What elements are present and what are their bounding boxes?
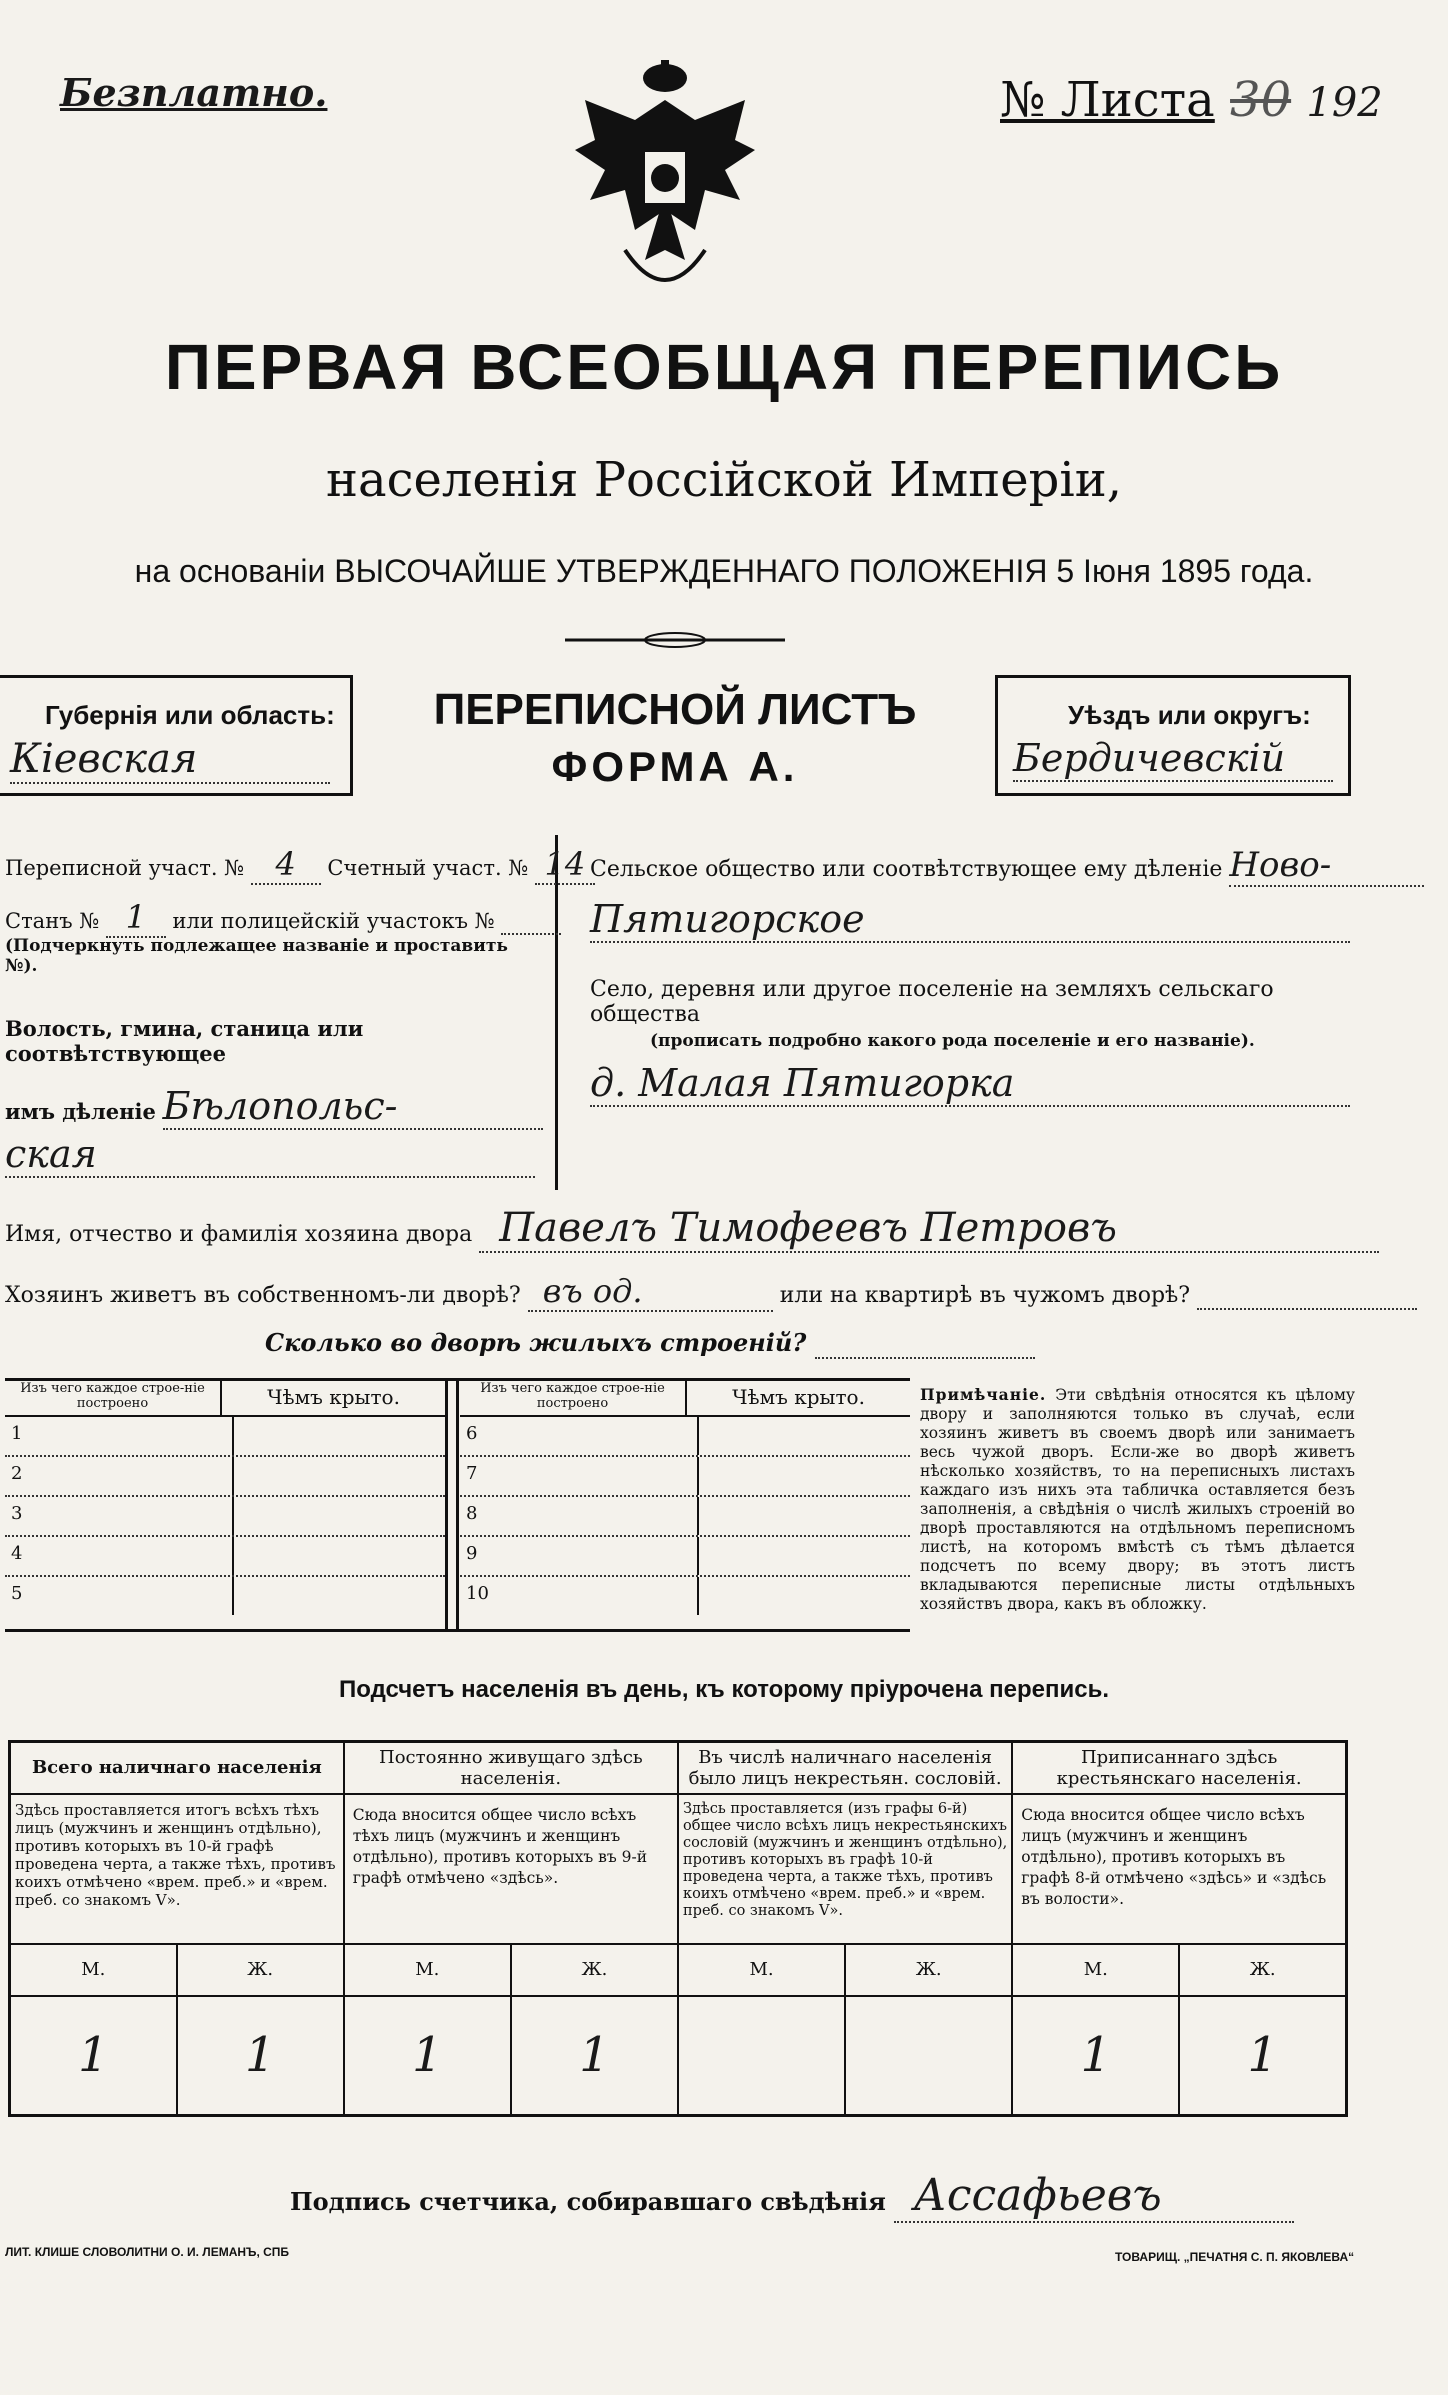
population-value: 1 — [1012, 1996, 1179, 2116]
stan-note: (Подчеркнуть подлежащее названіе и проставить №). — [5, 936, 508, 976]
buildings-row-number: 1 — [5, 1417, 234, 1455]
buildings-row — [5, 1537, 445, 1577]
population-col-title: Постоянно живущаго здѣсь населенія. — [344, 1742, 678, 1794]
population-table — [8, 1740, 1348, 2117]
sex-label: М. — [344, 1944, 511, 1996]
buildings-row — [460, 1457, 910, 1497]
buildings-row — [460, 1577, 910, 1615]
form-header — [0, 675, 1448, 795]
uchastok-value: 4 — [251, 845, 321, 885]
note-text: Эти свѣдѣнія относятся къ цѣлому двору и заполняются только въ случаѣ, если хозяинъ живетъ въ своемъ дворѣ или занимаетъ весь чужой дворъ. Если-же во дворѣ живетъ нѣсколько хозяйствъ, то на переписныхъ листахъ каждаго изъ нихъ эта табличка оставляется безъ заполненія, а свѣдѣнія о числѣ жилыхъ строеній во дворѣ проставляются на отдѣльномъ переписномъ листѣ, на которомъ вмѣстѣ съ тѣмъ дѣлается подсчетъ по всему двору; въ этотъ листъ вкладываются переписные листы отдѣльныхъ хозяйствъ двора, какъ въ обложку. — [920, 1386, 1355, 1613]
left-fields — [5, 845, 586, 1178]
buildings-row-number: 5 — [5, 1577, 234, 1615]
buildings-question-row — [265, 1328, 1035, 1359]
buildings-col2-right: Чѣмъ крыто. — [732, 1385, 865, 1409]
buildings-row-number: 3 — [5, 1497, 234, 1535]
volost-row — [5, 1084, 545, 1130]
population-title-row — [10, 1742, 1347, 1794]
buildings-row — [5, 1457, 445, 1497]
schetny-value: 14 — [535, 845, 595, 885]
buildings-row — [460, 1417, 910, 1457]
vertical-divider — [555, 835, 558, 1190]
population-col-title: Приписаннаго здѣсь крестьянскаго населенія. — [1012, 1742, 1346, 1794]
buildings-col1-right: Изъ чего каждое строе-ніе построено — [460, 1381, 687, 1415]
uezd-label: Уѣздъ или округъ: — [1068, 700, 1311, 730]
sheet-number-label: № Листа — [1000, 72, 1215, 128]
obshchestvo-row — [590, 845, 1370, 887]
ornament-divider — [565, 630, 785, 650]
selo-value: д. Малая Пятигорка — [590, 1061, 1350, 1107]
volost-label-1: Волость, гмина, станица или соотвѣтствующее — [5, 1016, 364, 1066]
buildings-rows-right — [460, 1417, 910, 1615]
gubernia-value: Кіевская — [10, 736, 330, 784]
owner-lives-value: въ од. — [528, 1272, 773, 1312]
buildings-question: Сколько во дворѣ жилыхъ строеній? — [265, 1328, 807, 1357]
form-title-block — [355, 685, 995, 791]
population-col-desc: Сюда вносится общее число всѣхъ лицъ (мужчинъ и женщинъ отдѣльно), противъ которыхъ въ графѣ 8-й отмѣчено «здѣсь» и «здѣсь въ волости». — [1012, 1794, 1346, 1944]
obshchestvo-label: Сельское общество или соотвѣтствующее ему дѣленіе — [590, 857, 1223, 882]
population-col-desc: Здѣсь проставляется итогъ всѣхъ тѣхъ лицъ (мужчинъ и женщинъ отдѣльно), противъ которыхъ въ 10-й графѣ проведена черта, а также тѣхъ, противъ коихъ отмѣчено «врем. преб.» и «врем. преб. со знакомъ V». — [10, 1794, 344, 1944]
buildings-row-number: 6 — [460, 1417, 699, 1455]
owner-lives-label: Хозяинъ живетъ въ собственномъ-ли дворѣ? — [5, 1283, 521, 1308]
sex-label: М. — [10, 1944, 177, 1996]
buildings-header-right — [460, 1381, 910, 1417]
sex-label: Ж. — [177, 1944, 344, 1996]
stan-value: 1 — [106, 898, 166, 938]
obshchestvo-value-1: Ново- — [1229, 845, 1424, 887]
buildings-question-blank — [815, 1328, 1035, 1359]
buildings-row-number: 9 — [460, 1537, 699, 1575]
population-desc-row — [10, 1794, 1347, 1944]
population-value: 1 — [511, 1996, 678, 2116]
signature-label: Подпись счетчика, собиравшаго свѣдѣнія — [290, 2187, 886, 2216]
signature-row — [290, 2170, 1294, 2223]
owner-name-label: Имя, отчество и фамилія хозяина двора — [5, 1222, 473, 1247]
sex-label: Ж. — [511, 1944, 678, 1996]
buildings-double-rule — [445, 1381, 459, 1629]
volost-value-1: Бѣлопольс- — [163, 1084, 543, 1130]
obshchestvo-value-2: Пятигорское — [590, 897, 1350, 943]
form-title: ПЕРЕПИСНОЙ ЛИСТЪ — [433, 685, 917, 734]
right-fields — [590, 845, 1370, 1107]
imperial-eagle-emblem — [565, 60, 765, 310]
buildings-row-number: 7 — [460, 1457, 699, 1495]
population-value: 1 — [1179, 1996, 1346, 2116]
gubernia-label: Губернія или область: — [45, 700, 335, 730]
buildings-rows-left — [5, 1417, 445, 1615]
stan-suffix: или полицейскій участокъ № — [172, 909, 495, 933]
stan-label: Станъ № — [5, 909, 100, 933]
population-value: 1 — [10, 1996, 177, 2116]
population-values-row — [10, 1996, 1347, 2116]
buildings-col1-left: Изъ чего каждое строе-ніе построено — [5, 1381, 222, 1415]
population-value — [678, 1996, 845, 2116]
population-col-title: Всего наличнаго населенія — [10, 1742, 344, 1794]
buildings-row — [460, 1497, 910, 1537]
buildings-row — [5, 1417, 445, 1457]
buildings-row — [5, 1577, 445, 1615]
form-subtitle: ФОРМА А. — [551, 743, 799, 790]
volost-label-2: имъ дѣленіе — [5, 1099, 156, 1124]
buildings-row — [5, 1497, 445, 1537]
buildings-col-left — [5, 1381, 445, 1615]
uchastok-label: Переписной участ. № — [5, 856, 245, 880]
main-title: ПЕРВАЯ ВСЕОБЩАЯ ПЕРЕПИСЬ — [164, 331, 1284, 403]
population-col-desc: Здѣсь проставляется (изъ графы 6-й) общее число всѣхъ лицъ некрестьянскихъ сословій (мужчинъ и женщинъ отдѣльно), противъ которыхъ въ графѣ 10-й проведена черта, а также тѣхъ, противъ коихъ отмѣчено «врем. преб.» и «врем. преб. со знакомъ V». — [678, 1794, 1012, 1944]
owner-name-row — [5, 1205, 1435, 1253]
buildings-header-left — [5, 1381, 445, 1417]
schetny-label: Счетный участ. № — [327, 856, 529, 880]
stan-blank — [501, 909, 561, 935]
population-value: 1 — [344, 1996, 511, 2116]
population-value: 1 — [177, 1996, 344, 2116]
population-col-title: Въ числѣ наличнаго населенія было лицъ некрестьян. сословій. — [678, 1742, 1012, 1794]
owner-lives-alt: или на квартирѣ въ чужомъ дворѣ? — [779, 1283, 1191, 1308]
subtitle: населенія Россійской Имперіи, — [326, 452, 1122, 508]
sex-label: Ж. — [845, 1944, 1012, 1996]
buildings-row-number: 8 — [460, 1497, 699, 1535]
free-label: Безплатно. — [60, 70, 328, 115]
buildings-row — [460, 1537, 910, 1577]
sheet-number — [1000, 72, 1383, 128]
population-value — [845, 1996, 1012, 2116]
owner-name-value: Павелъ Тимофеевъ Петровъ — [479, 1205, 1379, 1253]
uezd-value: Бердичевскій — [1013, 736, 1333, 782]
selo-label: Село, деревня или другое поселеніе на земляхъ сельскаго общества — [590, 977, 1274, 1027]
uezd-box — [995, 675, 1351, 796]
sheet-number-hand: 192 — [1306, 80, 1383, 126]
population-col-desc: Сюда вносится общее число всѣхъ тѣхъ лицъ (мужчинъ и женщинъ отдѣльно), противъ которыхъ въ 9-й графѣ отмѣчено «здѣсь». — [344, 1794, 678, 1944]
selo-note: (прописать подробно какого рода поселеніе и его названіе). — [650, 1031, 1255, 1051]
owner-lives-row — [5, 1272, 1435, 1312]
signature-value: Ассафьевъ — [894, 2170, 1294, 2223]
footer-printer-left: ЛИТ. КЛИШЕ СЛОВОЛИТНИ О. И. ЛЕМАНЪ, СПБ — [5, 2245, 290, 2259]
buildings-col2-left: Чѣмъ крыто. — [267, 1385, 400, 1409]
buildings-table — [5, 1378, 910, 1632]
buildings-col-right — [460, 1381, 910, 1615]
footer-printer-right: ТОВАРИЩ. „ПЕЧАТНЯ С. П. ЯКОВЛЕВА“ — [1115, 2250, 1355, 2264]
buildings-note — [920, 1385, 1355, 1614]
population-heading: Подсчетъ населенія въ день, къ которому пріурочена перепись. — [339, 1676, 1109, 1703]
sex-label: Ж. — [1179, 1944, 1346, 1996]
volost-value-2: ская — [5, 1132, 535, 1178]
note-title: Примѣчаніе. — [920, 1385, 1047, 1404]
buildings-row-number: 4 — [5, 1537, 234, 1575]
sex-label: М. — [678, 1944, 845, 1996]
sheet-number-struck: 30 — [1230, 72, 1292, 128]
population-sex-row — [10, 1944, 1347, 1996]
decree-line: на основаніи ВЫСОЧАЙШЕ УТВЕРЖДЕННАГО ПОЛОЖЕНІЯ 5 Іюня 1895 года. — [134, 553, 1314, 589]
gubernia-box — [0, 675, 353, 796]
buildings-row-number: 10 — [460, 1577, 699, 1615]
stan-row — [5, 898, 545, 934]
uchastok-row — [5, 845, 586, 890]
buildings-row-number: 2 — [5, 1457, 234, 1495]
owner-lives-alt-blank — [1197, 1283, 1417, 1310]
sex-label: М. — [1012, 1944, 1179, 1996]
